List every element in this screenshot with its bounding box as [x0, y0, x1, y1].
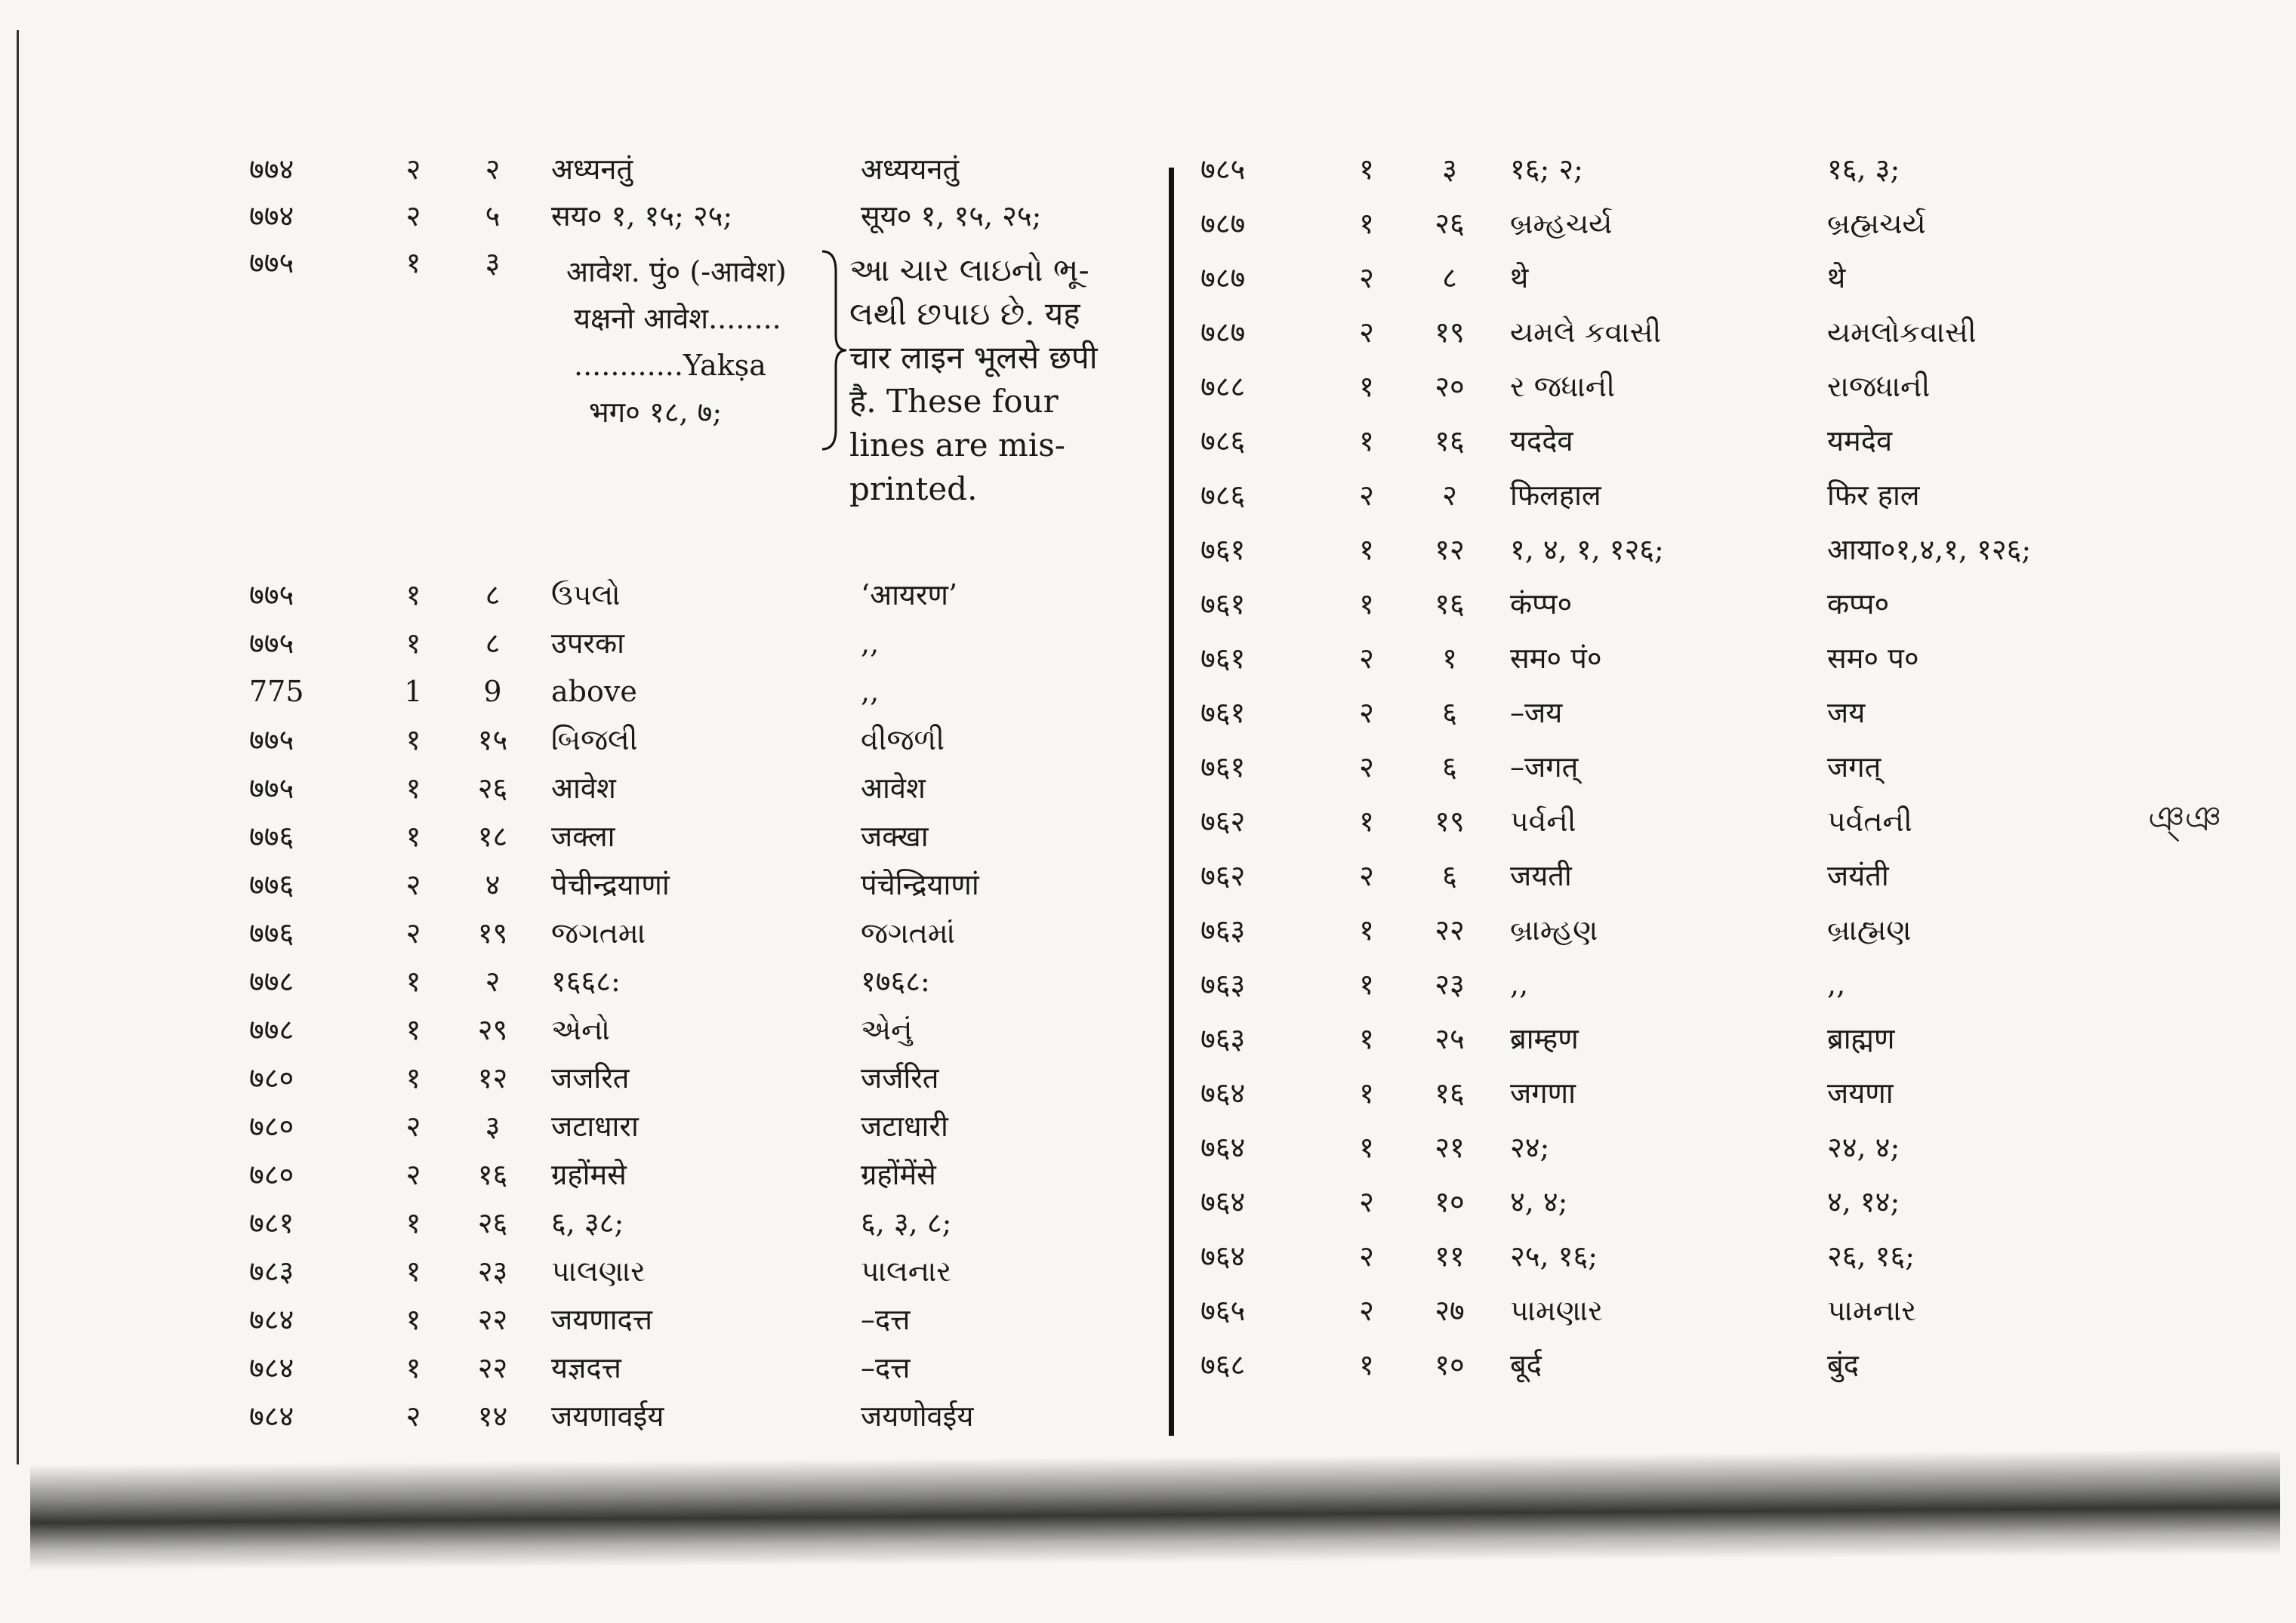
errata-row — [249, 248, 536, 277]
errata-row — [1200, 1187, 2242, 1242]
errata-row — [249, 1402, 1178, 1450]
line-number: २२ — [1435, 913, 1465, 947]
page-number: ७६४ — [1200, 1185, 1246, 1218]
column-number: १ — [405, 965, 421, 998]
errata-row — [249, 1061, 1178, 1112]
column-number: २ — [405, 199, 421, 233]
correct-text: ग्रहोंमेंसे — [861, 1158, 936, 1191]
errata-row — [1200, 1242, 2242, 1296]
correct-text: जर्जरित — [861, 1061, 939, 1095]
correct-text: વીજળી — [861, 723, 945, 756]
line-number: १६ — [1435, 587, 1465, 621]
correct-text: २४, ४; — [1827, 1131, 1900, 1164]
line-number: १२ — [1435, 533, 1465, 566]
incorrect-text: ર જધાની — [1510, 370, 1615, 403]
column-number: २ — [1359, 859, 1374, 892]
column-number: २ — [1359, 696, 1374, 729]
page-number: ७६२ — [1200, 859, 1246, 892]
errata-row — [1200, 1133, 2242, 1187]
incorrect-text: એનો — [551, 1013, 610, 1046]
line-number: ३ — [1442, 152, 1457, 186]
incorrect-text: યમલે કવાસી — [1510, 316, 1662, 349]
line-number: २ — [1442, 479, 1457, 512]
line-number: २ — [485, 152, 501, 186]
errata-row — [1200, 750, 2242, 807]
column-number: २ — [405, 1400, 421, 1433]
line-number: ३ — [485, 1110, 501, 1143]
page-number: ७८४ — [249, 1303, 294, 1336]
line-number: १४ — [477, 1400, 508, 1433]
column-number: १ — [1359, 968, 1374, 1001]
line-number: २५ — [1435, 1022, 1465, 1055]
line-number: १८ — [477, 820, 508, 853]
page-number: ७७४ — [249, 152, 294, 186]
page-number: ७८७ — [1200, 316, 1246, 349]
incorrect-text: थे — [1510, 261, 1529, 294]
column-number: २ — [1359, 642, 1374, 675]
errata-row — [1200, 861, 2242, 916]
correct-text: कप्प० — [1827, 587, 1890, 621]
line-number: २३ — [1435, 968, 1465, 1001]
page-number: ७७६ — [249, 868, 294, 901]
page-number: ७६४ — [1200, 1131, 1246, 1164]
correct-text: यमदेव — [1827, 424, 1893, 457]
errata-row — [249, 1160, 1178, 1209]
correct-text: પામનાર — [1827, 1294, 1917, 1327]
page-number: ७८४ — [249, 1351, 294, 1384]
correct-text: फिर हाल — [1827, 479, 1920, 512]
line-number: २ — [485, 965, 501, 998]
errata-rows-right — [1200, 152, 2242, 1405]
errata-row — [249, 967, 1178, 1015]
page-number: ७८० — [249, 1110, 294, 1143]
page-number: ७७५ — [249, 246, 294, 279]
errata-row — [1200, 424, 2242, 481]
line-number: १० — [1435, 1348, 1465, 1381]
correct-text: –दत्त — [861, 1351, 911, 1384]
line-number: १६ — [1435, 1076, 1465, 1110]
page-number: ७६३ — [1200, 1022, 1246, 1055]
correct-text: ४, १४; — [1827, 1185, 1900, 1218]
errata-right-column — [1200, 152, 2242, 1405]
misprinted-line: आवेश. पुं० (-आवेश) — [566, 255, 787, 288]
column-number: १ — [1359, 533, 1374, 566]
errata-row — [1200, 152, 2242, 209]
line-number: २७ — [1435, 1294, 1465, 1327]
page-number: ७७५ — [249, 578, 294, 611]
incorrect-text: सय० १, १५; २५; — [551, 199, 733, 233]
scan-edge-shadow — [30, 1449, 2280, 1571]
misprinted-lines — [566, 248, 823, 436]
column-number: १ — [405, 771, 421, 805]
errata-left-column — [249, 152, 1178, 1450]
incorrect-text: –जय — [1510, 696, 1563, 729]
column-number: १ — [1359, 1022, 1374, 1055]
column-divider — [1169, 168, 1174, 1436]
incorrect-text: अध्यनतुं — [551, 152, 633, 186]
incorrect-text: ४, ४; — [1510, 1185, 1568, 1218]
correct-text: ,, — [861, 675, 880, 708]
column-number: १ — [405, 1061, 421, 1095]
incorrect-text: उपरका — [551, 627, 624, 660]
page-number: ७६१ — [1200, 696, 1246, 729]
scan-mark: ঞ্ঞ — [2148, 798, 2222, 839]
incorrect-text: २५, १६; — [1510, 1240, 1598, 1273]
misprinted-line: यक्षनो आवेश........ — [574, 302, 781, 335]
column-number: १ — [1359, 1076, 1374, 1110]
misprinted-line: भग० १८, ७; — [589, 396, 723, 429]
note-line: આ ચાર લાઇનો ભૂ- — [849, 251, 1089, 288]
page-number: ७८५ — [1200, 152, 1246, 186]
incorrect-text: –जगत् — [1510, 750, 1579, 784]
incorrect-text: सम० पं० — [1510, 642, 1602, 675]
correct-text: १६, ३; — [1827, 152, 1900, 186]
column-number: १ — [405, 1206, 421, 1240]
page-number: ७८४ — [249, 1400, 294, 1433]
note-line: चार लाइन भूलसे छपी — [849, 339, 1098, 376]
column-number: १ — [1359, 805, 1374, 838]
line-number: १० — [1435, 1185, 1465, 1218]
line-number: ४ — [485, 868, 501, 901]
incorrect-text: यददेव — [1510, 424, 1573, 457]
page-number: ७८७ — [1200, 207, 1246, 240]
column-number: १ — [405, 1303, 421, 1336]
correct-text: जयणोवईय — [861, 1400, 974, 1433]
line-number: १९ — [1435, 805, 1465, 838]
errata-row — [1200, 535, 2242, 590]
correct-text: २६, १६; — [1827, 1240, 1915, 1273]
line-number: २० — [1435, 370, 1465, 403]
errata-row — [1200, 1350, 2242, 1405]
correct-text: –दत्त — [861, 1303, 911, 1336]
correct-text: जयंती — [1827, 859, 1889, 892]
correct-text: आया०१,४,१, १२६; — [1827, 533, 2032, 566]
correct-text: પાલનાર — [861, 1255, 951, 1288]
incorrect-text: બ્રામ્હણ — [1510, 913, 1598, 947]
page-number: ७६१ — [1200, 750, 1246, 784]
incorrect-text: कंप्प० — [1510, 587, 1573, 621]
incorrect-text: १६; २; — [1510, 152, 1583, 186]
errata-row — [249, 822, 1178, 870]
line-number: ६ — [1442, 750, 1457, 784]
column-number: १ — [1359, 370, 1374, 403]
correct-text: યમલોકવાસી — [1827, 316, 1977, 349]
column-number: २ — [1359, 316, 1374, 349]
incorrect-text: २४; — [1510, 1131, 1550, 1164]
note-line: lines are mis- — [849, 427, 1066, 463]
line-number: १६ — [1435, 424, 1465, 457]
page-number: ७६१ — [1200, 642, 1246, 675]
column-number: २ — [1359, 1240, 1374, 1273]
correct-text: જગતમાં — [861, 916, 956, 950]
column-number: १ — [1359, 152, 1374, 186]
column-number: २ — [405, 916, 421, 950]
errata-row — [249, 677, 1178, 725]
page-number: ७६८ — [1200, 1348, 1246, 1381]
line-number: २३ — [477, 1255, 508, 1288]
column-number: १ — [1359, 207, 1374, 240]
line-number: १९ — [477, 916, 508, 950]
line-number: २६ — [477, 1206, 508, 1240]
errata-row — [1200, 372, 2242, 427]
incorrect-text: यज्ञदत्त — [551, 1351, 621, 1384]
page-number: ७६३ — [1200, 913, 1246, 947]
column-number: १ — [1359, 913, 1374, 947]
column-number: १ — [405, 723, 421, 756]
incorrect-text: पेचीन्द्रयाणां — [551, 868, 670, 901]
correct-text: जय — [1827, 696, 1866, 729]
correct-text: जटाधारी — [861, 1110, 948, 1143]
page-number: ७८६ — [1200, 479, 1246, 512]
page-number: ७७६ — [249, 916, 294, 950]
line-number: ८ — [1442, 261, 1457, 294]
column-number: १ — [405, 246, 421, 279]
page-number: ७८१ — [249, 1206, 294, 1240]
errata-row — [1200, 807, 2242, 861]
errata-row — [1200, 318, 2242, 372]
page-number: ७६४ — [1200, 1240, 1246, 1273]
column-number: १ — [405, 1351, 421, 1384]
page-number: ७७८ — [249, 1013, 294, 1046]
misprint-note — [849, 248, 1136, 511]
page-number: ७८८ — [1200, 370, 1246, 403]
errata-row — [249, 1305, 1178, 1354]
incorrect-text: जजरित — [551, 1061, 630, 1095]
incorrect-text: १६६८: — [551, 965, 621, 998]
column-number: १ — [1359, 1348, 1374, 1381]
correct-text: आवेश — [861, 771, 926, 805]
page-margin-line — [17, 30, 19, 1464]
line-number: २२ — [477, 1303, 508, 1336]
misprinted-line: ............Yakṣa — [574, 349, 766, 382]
incorrect-text: પર્વની — [1510, 805, 1576, 838]
errata-row — [249, 771, 1178, 822]
incorrect-text: પાલણાર — [551, 1255, 646, 1288]
incorrect-text: પામણાર — [1510, 1294, 1603, 1327]
incorrect-text: जयणावईय — [551, 1400, 664, 1433]
correct-text: બ્રાહ્મણ — [1827, 913, 1912, 947]
incorrect-text: जटाधारा — [551, 1110, 639, 1143]
correct-text: जक्खा — [861, 820, 929, 853]
correct-text: બ્રહ્મચર્ય — [1827, 207, 1926, 240]
page-number: ७७४ — [249, 199, 294, 233]
errata-row — [1200, 970, 2242, 1024]
correct-text: सूय० १, १५, २५; — [861, 199, 1042, 233]
incorrect-text: ६, ३८; — [551, 1206, 624, 1240]
errata-row — [1200, 209, 2242, 263]
correct-text: ६, ३, ८; — [861, 1206, 952, 1240]
line-number: १५ — [477, 723, 508, 756]
column-number: १ — [1359, 587, 1374, 621]
column-number: २ — [405, 1110, 421, 1143]
line-number: ६ — [1442, 696, 1457, 729]
errata-row — [1200, 587, 2242, 644]
correct-text: जयणा — [1827, 1076, 1894, 1110]
errata-row — [249, 578, 1178, 629]
errata-row — [249, 916, 1178, 967]
page-number: ७८७ — [1200, 261, 1246, 294]
page-number: ७७५ — [249, 627, 294, 660]
line-number: ३ — [485, 246, 501, 279]
errata-row — [1200, 263, 2242, 318]
column-number: १ — [1359, 1131, 1374, 1164]
line-number: २६ — [477, 771, 508, 805]
page-number: ७८३ — [249, 1255, 294, 1288]
page-number: ७६२ — [1200, 805, 1246, 838]
page-number: ७८० — [249, 1061, 294, 1095]
page-number: ७६४ — [1200, 1076, 1246, 1110]
line-number: २२ — [477, 1351, 508, 1384]
column-number: १ — [405, 578, 421, 611]
brace-icon — [819, 248, 849, 452]
correct-text: ,, — [1827, 968, 1846, 1001]
correct-text: अध्ययनतुं — [861, 152, 960, 186]
incorrect-text: जक्ला — [551, 820, 615, 853]
note-line: है. These four — [849, 383, 1059, 420]
column-number: १ — [405, 1013, 421, 1046]
incorrect-text: બિજલી — [551, 723, 638, 756]
page-number: ७६३ — [1200, 968, 1246, 1001]
line-number: १ — [1442, 642, 1457, 675]
page-number: 775 — [249, 675, 304, 708]
line-number: ६ — [1442, 859, 1457, 892]
errata-row — [1200, 1024, 2242, 1079]
column-number: २ — [1359, 750, 1374, 784]
incorrect-text: फिलहाल — [1510, 479, 1601, 512]
errata-row — [1200, 1076, 2242, 1133]
errata-row — [1200, 698, 2242, 753]
note-line: printed. — [849, 470, 978, 507]
correct-text: पंचेन्द्रियाणां — [861, 868, 979, 901]
correct-text: थे — [1827, 261, 1846, 294]
line-number: ११ — [1435, 1240, 1465, 1273]
page-number: ७६१ — [1200, 587, 1246, 621]
incorrect-text: जयती — [1510, 859, 1572, 892]
incorrect-text: ઉપલો — [551, 578, 621, 611]
incorrect-text: જગતમા — [551, 916, 646, 950]
misprint-note-block — [249, 248, 1178, 581]
column-number: २ — [405, 1158, 421, 1191]
errata-row — [249, 152, 1178, 202]
correct-text: રાજધાની — [1827, 370, 1931, 403]
line-number: ८ — [485, 578, 501, 611]
incorrect-text: above — [551, 675, 637, 708]
correct-text: એનું — [861, 1013, 913, 1046]
errata-rows-left — [249, 578, 1178, 1450]
line-number: २९ — [477, 1013, 508, 1046]
errata-row — [1200, 644, 2242, 698]
errata-row — [249, 1112, 1178, 1160]
page-number: ७७६ — [249, 820, 294, 853]
correct-text: जगत् — [1827, 750, 1881, 784]
errata-row — [249, 870, 1178, 919]
column-number: १ — [405, 627, 421, 660]
incorrect-text: बूर्द — [1510, 1348, 1542, 1381]
column-number: २ — [1359, 1294, 1374, 1327]
errata-row — [1200, 1296, 2242, 1350]
page-number: ७६५ — [1200, 1294, 1246, 1327]
column-number: १ — [405, 820, 421, 853]
errata-row — [249, 199, 1178, 248]
errata-row — [249, 725, 1178, 774]
page-number: ७७८ — [249, 965, 294, 998]
column-number: २ — [1359, 1185, 1374, 1218]
column-number: २ — [1359, 479, 1374, 512]
incorrect-text: ब्राम्हण — [1510, 1022, 1579, 1055]
column-number: १ — [1359, 424, 1374, 457]
column-number: 1 — [404, 675, 423, 708]
correct-text: १७६८: — [861, 965, 930, 998]
line-number: २१ — [1435, 1131, 1465, 1164]
errata-row — [249, 1351, 1178, 1402]
correct-text: ब्राह्मण — [1827, 1022, 1895, 1055]
correct-text: सम० प० — [1827, 642, 1919, 675]
correct-text: बुंद — [1827, 1348, 1859, 1381]
page-number: ७८० — [249, 1158, 294, 1191]
errata-row — [249, 629, 1178, 677]
line-number: १९ — [1435, 316, 1465, 349]
errata-row — [249, 1206, 1178, 1257]
correct-text: પર્વતની — [1827, 805, 1912, 838]
column-number: २ — [1359, 261, 1374, 294]
incorrect-text: બ્રમ્હચર્ય — [1510, 207, 1613, 240]
line-number: १६ — [477, 1158, 508, 1191]
incorrect-text: आवेश — [551, 771, 616, 805]
correct-text: ,, — [861, 627, 880, 660]
line-number: १२ — [477, 1061, 508, 1095]
note-line: લથી છપાઇ છે. यह — [849, 295, 1080, 332]
errata-row — [249, 1257, 1178, 1305]
incorrect-text: ,, — [1510, 968, 1529, 1001]
correct-text: ‘आयरण’ — [861, 578, 958, 611]
incorrect-text: ग्रहोंमसे — [551, 1158, 627, 1191]
errata-row — [1200, 913, 2242, 970]
incorrect-text: जयणादत्त — [551, 1303, 652, 1336]
line-number: २६ — [1435, 207, 1465, 240]
column-number: २ — [405, 152, 421, 186]
line-number: ५ — [485, 199, 501, 233]
errata-row — [1200, 481, 2242, 535]
incorrect-text: १, ४, १, १२६; — [1510, 533, 1664, 566]
column-number: १ — [405, 1255, 421, 1288]
incorrect-text: जगणा — [1510, 1076, 1576, 1110]
page-number: ७८६ — [1200, 424, 1246, 457]
errata-row — [249, 1015, 1178, 1064]
page-number: ७७५ — [249, 771, 294, 805]
line-number: ८ — [485, 627, 501, 660]
line-number: 9 — [483, 675, 502, 708]
column-number: २ — [405, 868, 421, 901]
page-number: ७७५ — [249, 723, 294, 756]
page-number: ७६१ — [1200, 533, 1246, 566]
